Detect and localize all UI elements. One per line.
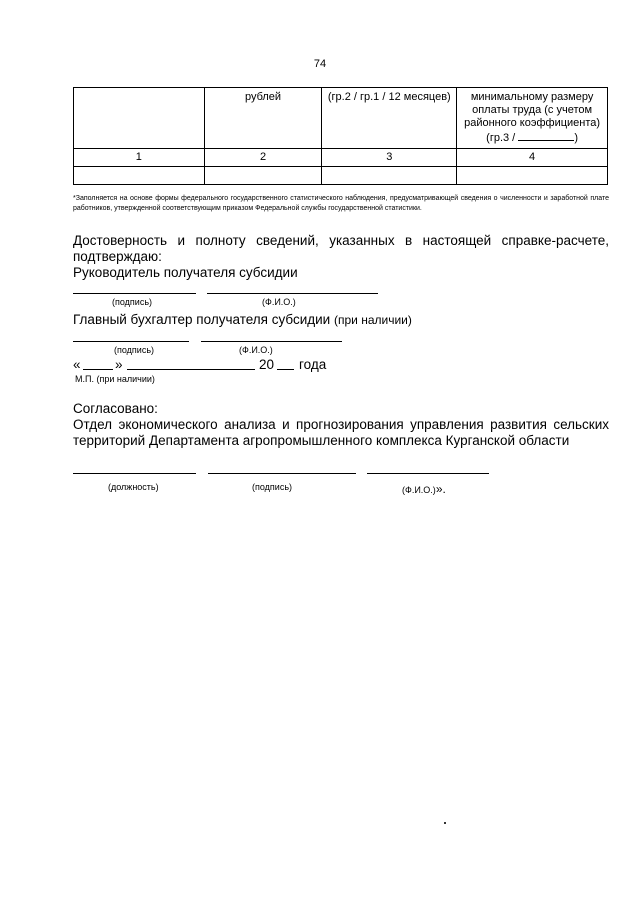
stamp-note: М.П. (при наличии) [75, 374, 155, 384]
name-line [207, 293, 378, 294]
date-suffix: года [299, 357, 327, 372]
position-line [73, 473, 196, 474]
date-open-quote: « [73, 357, 81, 372]
table-header-cell: рублей [204, 88, 322, 149]
position-caption: (должность) [108, 482, 159, 492]
signature-caption: (подпись) [252, 482, 293, 492]
signature-line [73, 293, 196, 294]
date-year: 20 [259, 357, 275, 372]
signature-line [73, 341, 189, 342]
name-line [201, 341, 342, 342]
date-year-blank [277, 369, 294, 370]
fill-blank [518, 130, 574, 141]
table-cell [74, 167, 205, 185]
signature-line [208, 473, 356, 474]
signature-caption: (подпись) [114, 345, 155, 355]
accountant-title [73, 312, 412, 328]
table-empty-row [74, 167, 608, 185]
footnote: *Заполняется на основе формы федерального государственного статистического наблюдения, предусматривающей сведения о численности и заработной плате работников, утвержденной соответствующим приказом Федеральной службы государственной статистики. [73, 195, 609, 212]
name-caption: (Ф.И.О.) [239, 345, 273, 355]
table-cell [204, 167, 322, 185]
head-title: Руководитель получателя субсидии [73, 265, 298, 280]
table-number-cell: 3 [322, 149, 457, 167]
table-header-text: минимальному размеру оплаты труда (с учетом районного коэффициента) (гр.3 / [464, 91, 601, 144]
table-number-cell: 4 [457, 149, 608, 167]
name-caption-text: (Ф.И.О.) [402, 485, 436, 495]
approval-text: Отдел экономического анализа и прогнозирования управления развития сельских территорий Департамента агропромышленного комплекса Курганской области [73, 417, 609, 448]
table-header-tail: ) [574, 132, 578, 144]
table-numbers-row [74, 149, 608, 167]
accountant-note: (при наличии) [333, 313, 412, 327]
accountant-title-text: Главный бухгалтер получателя субсидии [73, 312, 331, 327]
name-line [367, 473, 489, 474]
table-header-row [74, 88, 608, 149]
table-header-cell [457, 88, 608, 149]
salary-table [73, 87, 608, 185]
certify-text: Достоверность и полноту сведений, указанных в настоящей справке-расчете, подтверждаю: [73, 233, 609, 264]
table-header-cell [74, 88, 205, 149]
scan-speck [444, 822, 446, 824]
date-day-blank [83, 369, 113, 370]
closing-quote: ». [435, 482, 446, 496]
table-number-cell: 1 [74, 149, 205, 167]
table-cell [457, 167, 608, 185]
name-caption: (Ф.И.О.) [262, 297, 296, 307]
page-number: 74 [313, 58, 327, 70]
date-month-blank [127, 369, 255, 370]
table-cell [322, 167, 457, 185]
name-caption [402, 482, 446, 496]
signature-caption: (подпись) [112, 297, 153, 307]
table-header-cell [322, 88, 457, 149]
table-number-cell: 2 [204, 149, 322, 167]
table-header-text: (гр.2 / гр.1 / 12 месяцев) [327, 91, 451, 103]
date-close-quote: » [115, 357, 123, 372]
approval-heading: Согласовано: [73, 401, 158, 416]
